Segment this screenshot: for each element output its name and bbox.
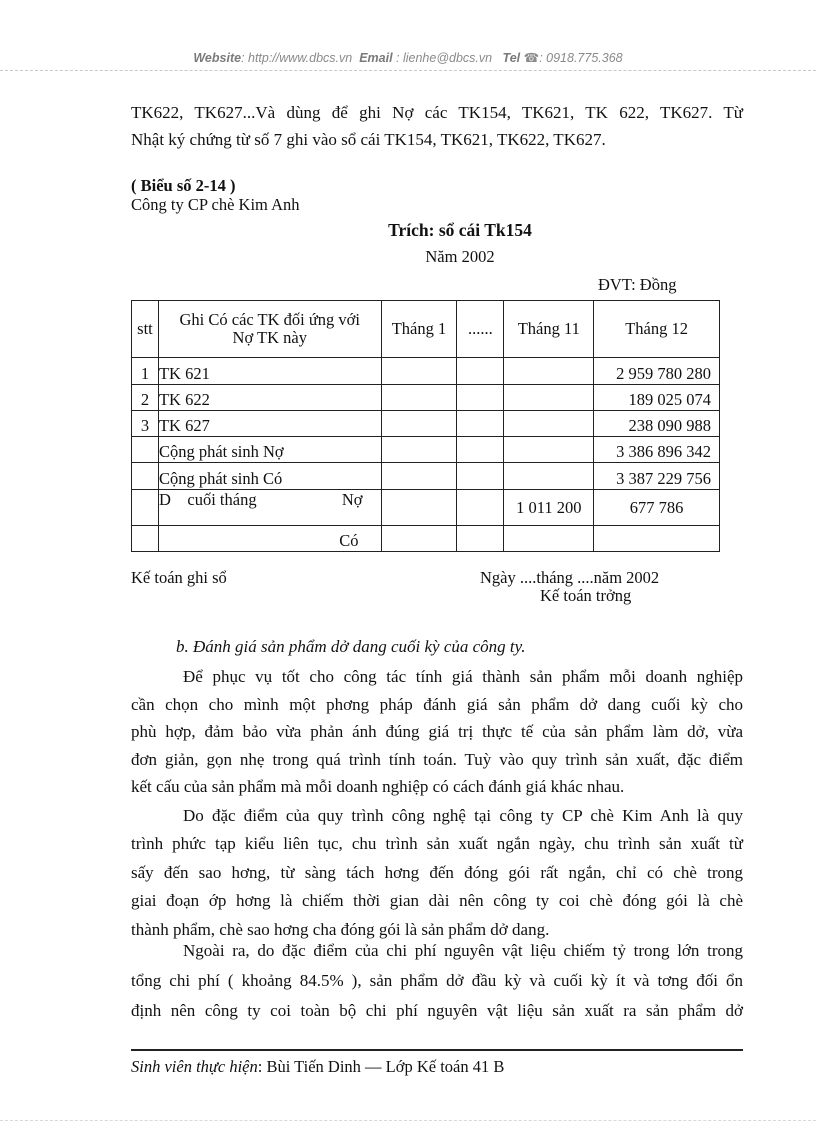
intro-line-1: TK622, TK627...Và dùng để ghi Nợ các TK154, TK621, TK 622, TK627. Từ [131,103,743,122]
balance-label-cell [158,490,381,526]
row-month-12: 3 386 896 342 [594,437,720,463]
ledger-year: Năm 2002 [425,247,495,266]
website-value: : http://www.dbcs.vn [241,51,353,65]
row-account: TK 621 [158,358,381,385]
row-stt: 3 [132,411,159,437]
balance-month-11-credit [504,526,594,552]
row-account: Cộng phát sinh Nợ [158,437,381,463]
p3-line-2: tổng chi phí ( khoảng 84.5% ), sản phẩm dở đầu kỳ và cuối kỳ ít và tơng đối ổn [131,971,743,990]
row-ellipsis [457,411,504,437]
row-account: TK 622 [158,385,381,411]
row-ellipsis [457,463,504,490]
col-account-line-1: Ghi Có các TK đối ứng với [179,310,360,329]
intro-paragraph [131,99,743,153]
balance-sub: cuối tháng [187,490,257,509]
table-header-row [132,301,720,358]
p3-line-1: Ngoài ra, do đặc điểm của chi phí nguyên vật liệu chiếm tỷ trong lớn trong [183,941,743,960]
p2-line-1: Do đặc điểm của quy trình công nghệ tại công ty CP chè Kim Anh là quy [183,806,743,825]
table-row [132,411,720,437]
p1-line-3: phù hợp, đảm bảo vừa phản ánh đúng giá trị thực tế của sản phẩm làm dở, vừa [131,722,743,742]
tel-value: : 0918.775.368 [539,51,623,65]
signature-date: Ngày ....tháng ....năm 2002 [480,568,660,587]
balance-label: D [158,490,171,509]
row-month-1 [381,411,457,437]
balance-ellipsis [457,490,504,526]
page-header [0,50,816,65]
paragraph-2 [131,802,743,944]
table-row [132,385,720,411]
row-account: Cộng phát sinh Có [158,463,381,490]
row-ellipsis [457,437,504,463]
col-account [158,301,381,358]
col-stt: stt [132,301,159,358]
balance-credit-label: Có [158,526,381,552]
col-month-11: Tháng 11 [504,301,594,358]
p2-line-2: trình phức tạp kiểu liên tục, chu trình sản xuất ngắn ngày, chu trình sản xuất từ [131,834,743,854]
page-bottom-border [0,1120,816,1121]
col-account-line-2: Nợ TK này [232,328,307,347]
balance-stt-cell [132,490,159,526]
page-footer [131,1057,504,1077]
balance-row-debit [132,490,720,526]
balance-row-credit [132,526,720,552]
col-month-12: Tháng 12 [594,301,720,358]
ledger-title: Trích: sổ cái Tk154 [388,220,532,240]
row-month-1 [381,463,457,490]
row-month-11 [504,358,594,385]
col-ellipsis: ...... [457,301,504,358]
balance-stt-cell [132,526,159,552]
footer-divider [131,1049,743,1051]
p2-line-3: sấy đến sao hơng, từ sàng tách hơng đến đóng gói rất ngắn, chỉ có chè trong [131,862,743,882]
balance-month-12-credit [594,526,720,552]
table-row [132,358,720,385]
email-label: Email [359,51,393,65]
p2-line-5: thành phẩm, chè sao hơng cha đóng gói là sản phẩm dở dang. [131,919,550,939]
p1-line-2: cần chọn cho mình một phơng pháp đánh giá sản phẩm dở dang cuối kỳ cho [131,694,743,714]
row-month-1 [381,437,457,463]
email-value: : lienhe@dbcs.vn [396,51,493,65]
row-month-11 [504,463,594,490]
row-month-12: 189 025 074 [594,385,720,411]
table-row [132,463,720,490]
row-month-11 [504,385,594,411]
row-month-1 [381,385,457,411]
row-stt: 2 [132,385,159,411]
balance-month-12-debit: 677 786 [594,490,720,526]
row-month-11 [504,411,594,437]
company-name: Công ty CP chè Kim Anh [131,195,300,214]
signature-right: Kế toán trởng [540,586,632,605]
row-ellipsis [457,385,504,411]
ledger-table [131,300,720,552]
balance-month-1 [381,526,457,552]
row-month-12: 238 090 988 [594,411,720,437]
p2-line-4: giai đoạn ớp hơng là chiếm thời gian dài nên công ty coi chè đóng gói là chè [131,891,743,911]
website-label: Website [193,51,242,65]
p3-line-3: định nên công ty coi toàn bộ chi phí nguyên vật liệu sản xuất ra sản phẩm dở [131,1001,743,1020]
phone-icon: ☎ [523,51,540,65]
row-month-12: 3 387 229 756 [594,463,720,490]
paragraph-3 [131,936,743,1026]
intro-line-2: Nhật ký chứng từ số 7 ghi vào sổ cái TK154, TK621, TK622, TK627. [131,130,606,149]
tel-label: Tel [502,51,521,65]
form-label: ( Biểu số 2-14 ) [131,176,236,195]
footer-label: Sinh viên thực hiện [131,1057,258,1076]
balance-ellipsis [457,526,504,552]
balance-month-1 [381,490,457,526]
section-heading: b. Đánh giá sản phẩm dở dang cuối kỳ của công ty. [176,637,526,656]
p1-line-1: Để phục vụ tốt cho công tác tính giá thành sản phẩm mỗi doanh nghiệp [183,667,743,686]
row-month-12: 2 959 780 280 [594,358,720,385]
col-month-1: Tháng 1 [381,301,457,358]
balance-debit-label: Nợ [341,490,363,509]
paragraph-1 [131,663,743,801]
row-month-11 [504,437,594,463]
row-ellipsis [457,358,504,385]
p1-line-5: kết cấu của sản phẩm mà mỗi doanh nghiệp có cách đánh giá khác nhau. [131,777,625,797]
row-month-1 [381,358,457,385]
row-stt [132,437,159,463]
footer-value: : Bùi Tiến Dinh — Lớp Kế toán 41 B [257,1057,505,1076]
row-stt: 1 [132,358,159,385]
header-divider [0,70,816,71]
balance-month-11-debit: 1 011 200 [504,490,594,526]
row-stt [132,463,159,490]
signature-left: Kế toán ghi sổ [131,568,227,587]
row-account: TK 627 [158,411,381,437]
p1-line-4: đơn giản, gọn nhẹ trong quá trình tính toán. Tuỳ vào quy trình sản xuất, đặc điểm [131,749,743,769]
table-row [132,437,720,463]
currency-unit: ĐVT: Đồng [598,275,677,294]
